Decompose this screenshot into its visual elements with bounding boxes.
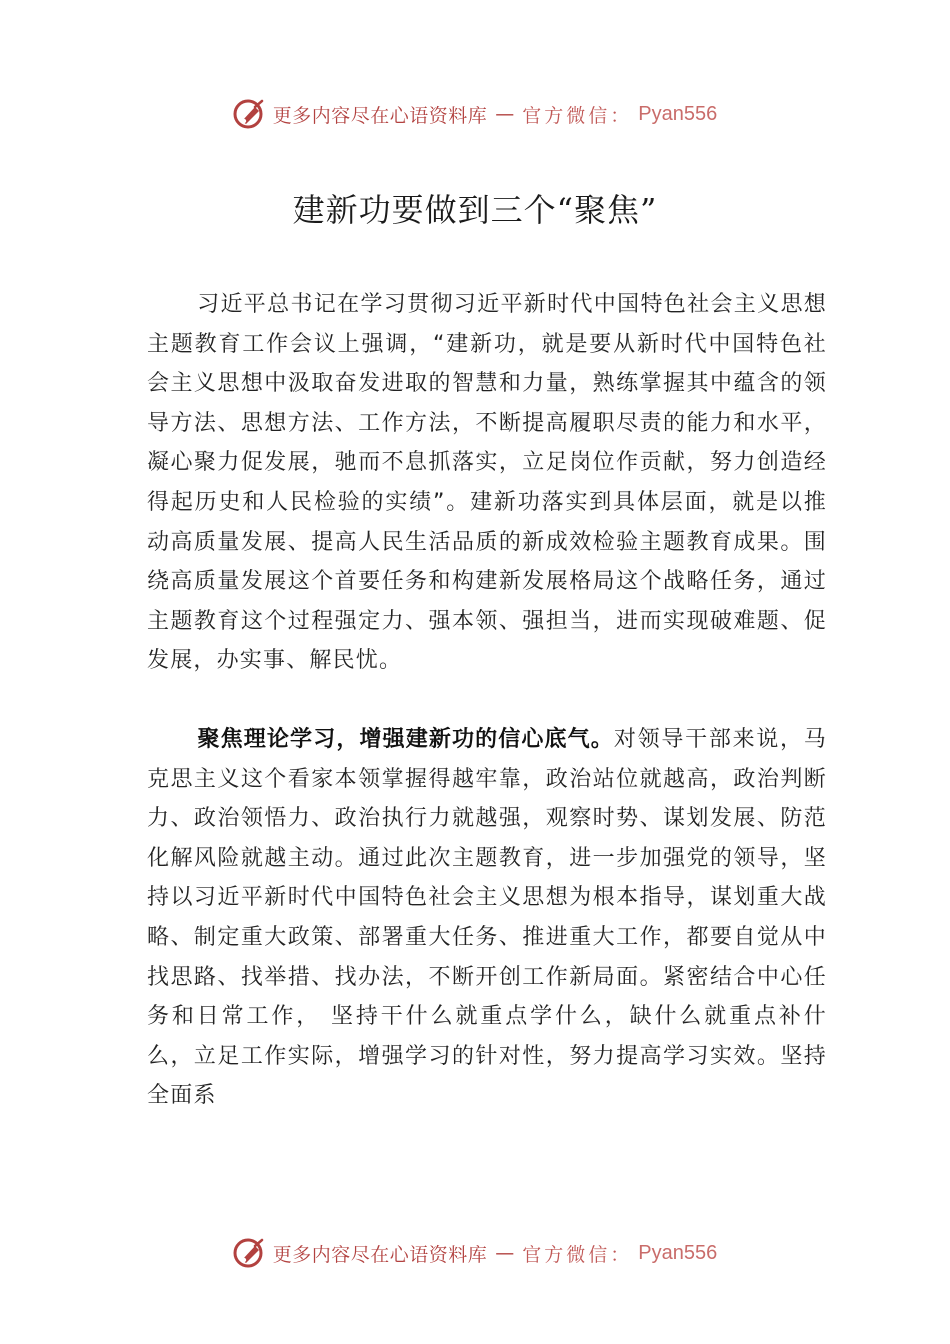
banner-wechat-id: Pyan556 <box>638 102 718 125</box>
paragraph-1-text: 习近平总书记在学习贯彻习近平新时代中国特色社会主义思想主题教育工作会议上强调，“建新功，就是要从新时代中国特色社会主义思想中汲取奋发进取的智慧和力量，熟练掌握其中蕴含的领导方法、思想方法、工作方法，不断提高履职尽责的能力和水平，凝心聚力促发展，驰而不息抓落实，立足岗位作贡献，努力创造经得起历史和人民检验的实绩”。建新功落实到具体层面，就是以推动高质量发展、提高人民生活品质的新成效检验主题教育成果。围绕高质量发展这个首要任务和构建新发展格局这个战略任务，通过主题教育这个过程强定力、强本领、强担当，进而实现破难题、促发展，办实事、解民忧。 <box>147 292 827 674</box>
banner-brand-text: 更多内容尽在心语资料库 <box>272 1243 488 1266</box>
banner-separator: — <box>495 1242 515 1264</box>
banner-wechat-label: 官方微信： <box>522 104 633 127</box>
section-lead-heading: 聚焦理论学习，增强建新功的信心底气。 <box>197 727 614 752</box>
paragraph-intro <box>147 285 827 681</box>
paragraph-theory-study <box>147 720 827 1116</box>
fountain-pen-icon <box>233 1236 267 1270</box>
banner-wechat-label: 官方微信： <box>522 1243 633 1266</box>
document-title: 建新功要做到三个“聚焦” <box>292 191 658 229</box>
fountain-pen-icon <box>233 97 267 131</box>
banner-separator: — <box>495 103 515 125</box>
paragraph-2-text: 对领导干部来说，马克思主义这个看家本领掌握得越牢靠，政治站位就越高，政治判断力、政治领悟力、政治执行力就越强，观察时势、谋划发展、防范化解风险就越主动。通过此次主题教育，进一步加强党的领导，坚持以习近平新时代中国特色社会主义思想为根本指导，谋划重大战略、制定重大政策、部署重大任务、推进重大工作，都要自觉从中找思路、找举措、找办法，不断开创工作新局面。紧密结合中心任务和日常工作， 坚持干什么就重点学什么，缺什么就重点补什么，立足工作实际，增强学习的针对性，努力提高学习实效。坚持全面系 <box>147 727 827 1109</box>
header-banner <box>0 94 950 134</box>
footer-banner <box>0 1233 950 1273</box>
banner-wechat-id: Pyan556 <box>638 1241 718 1264</box>
banner-brand-text: 更多内容尽在心语资料库 <box>272 104 488 127</box>
